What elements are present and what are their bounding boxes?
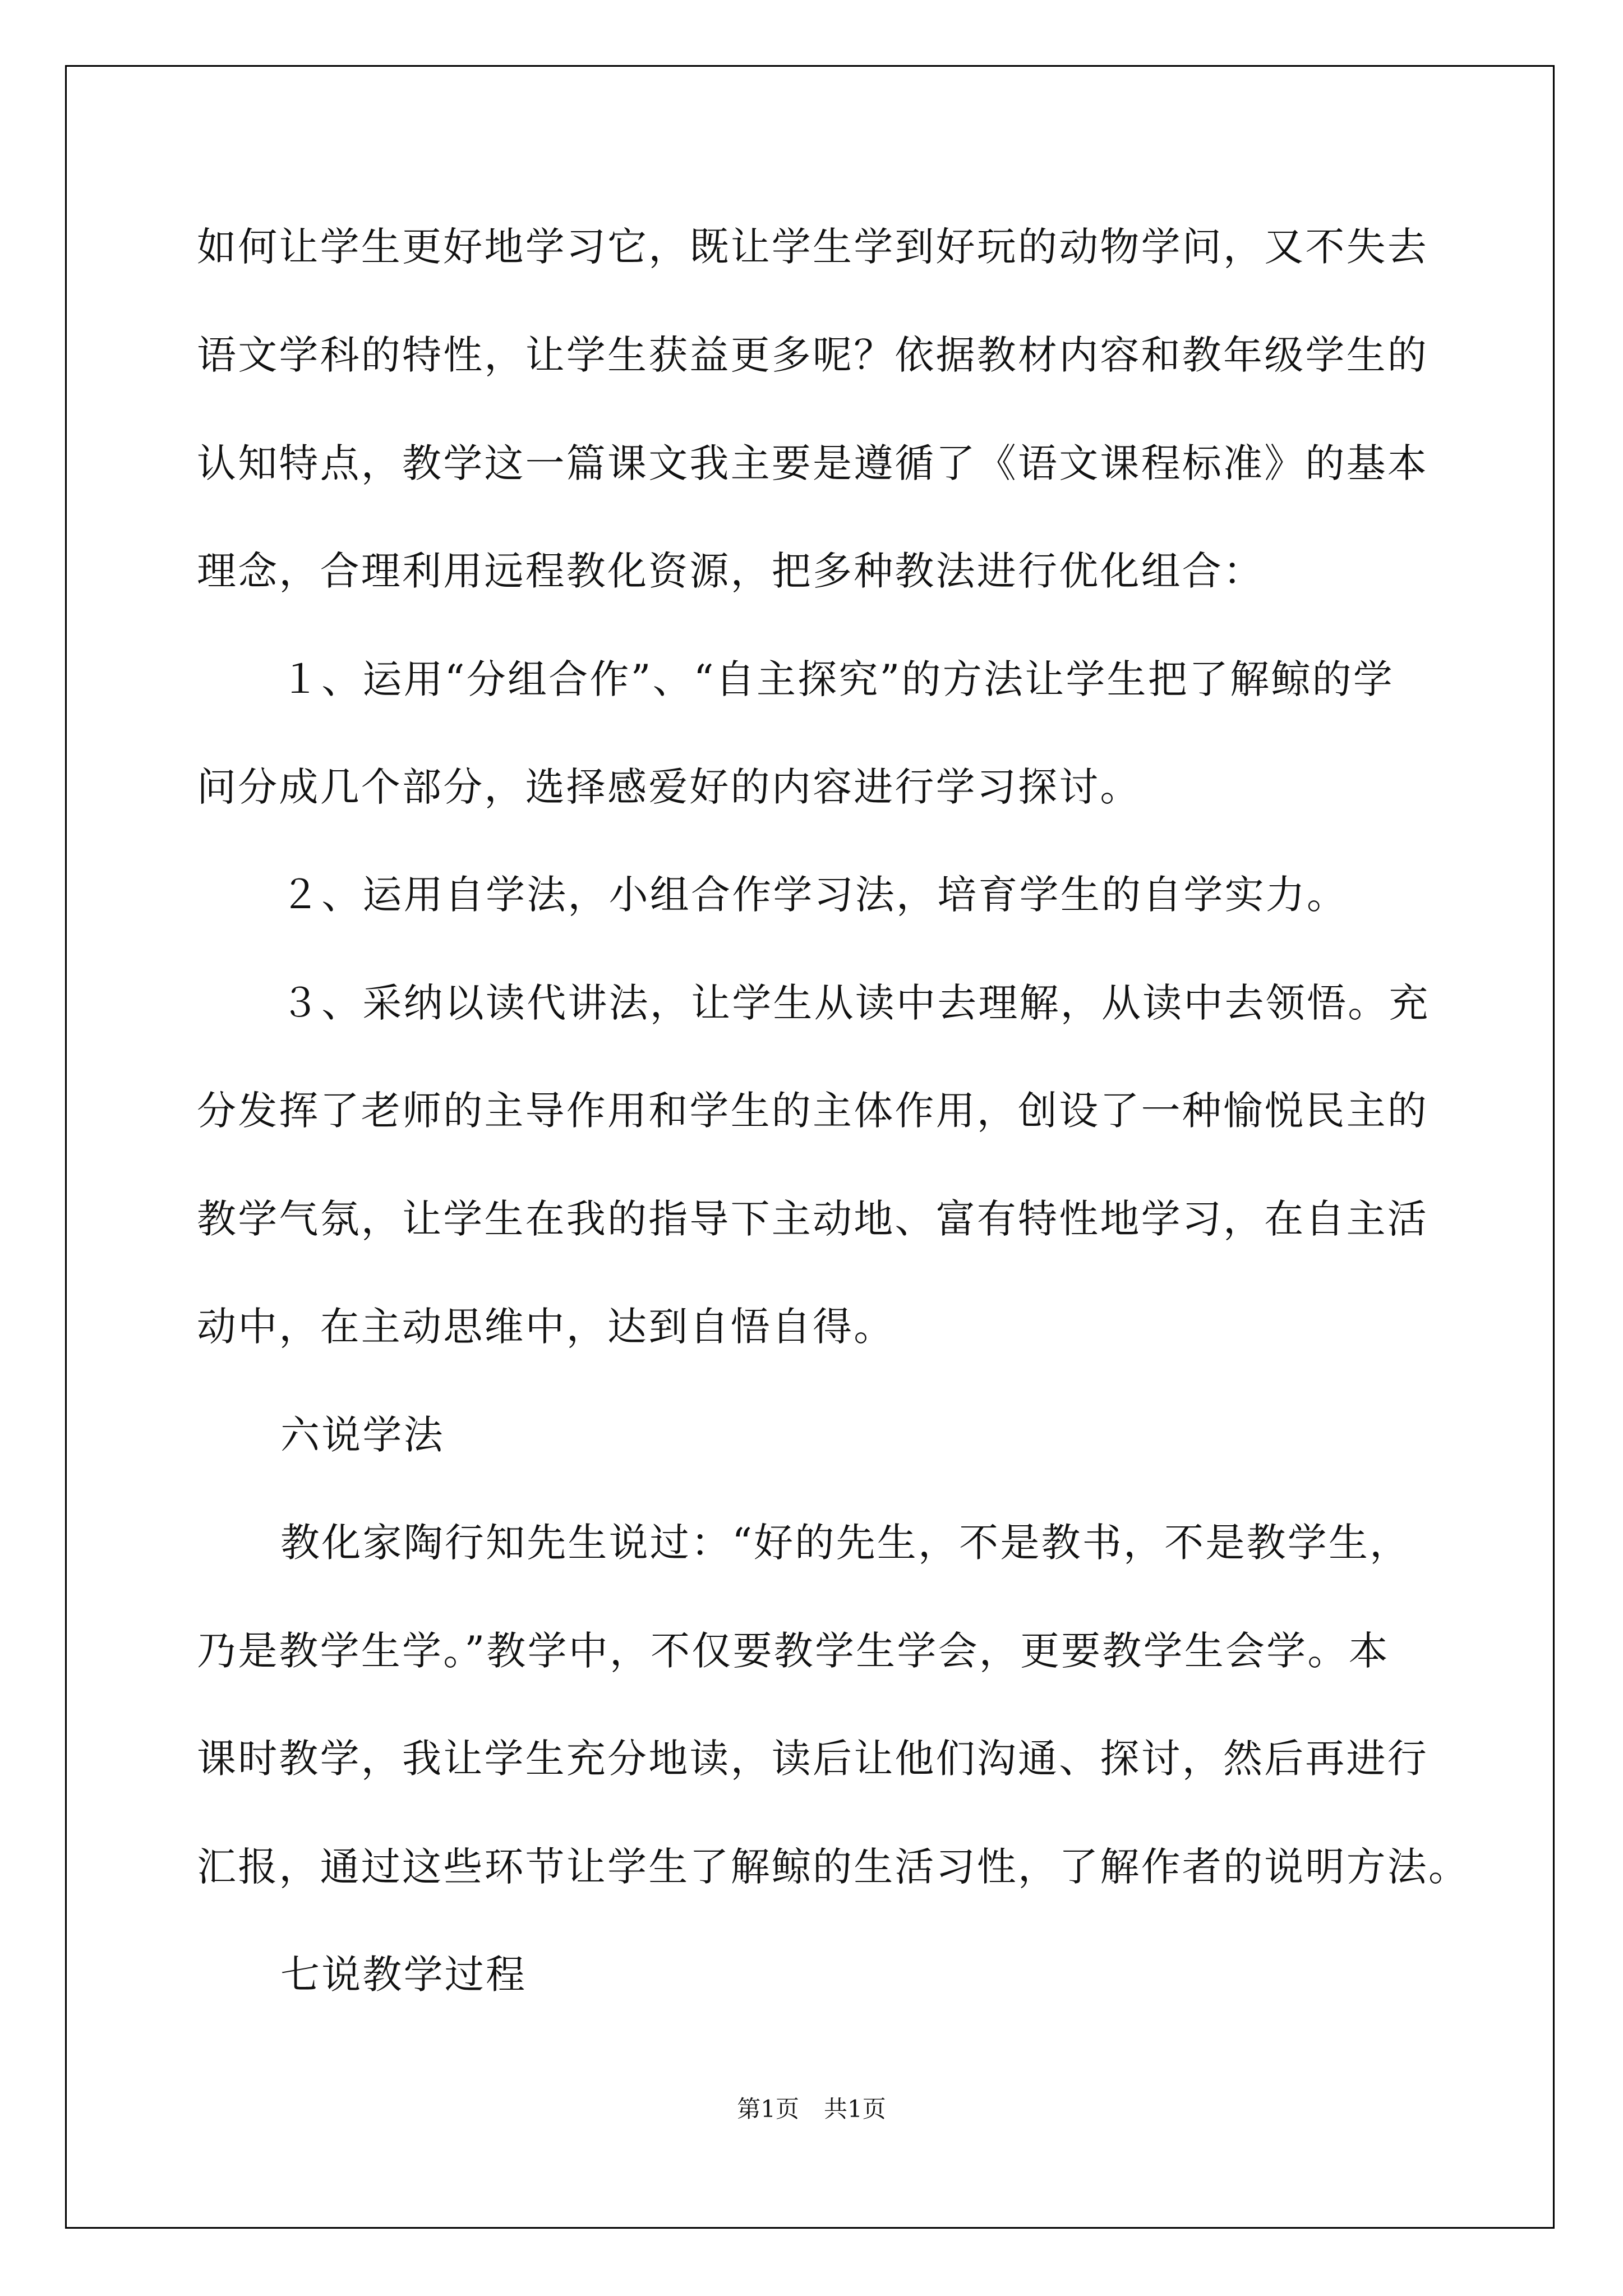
text-line: 乃是教学生学。”教学中，不仅要教学生学会，更要教学生会学。本 (197, 1628, 1390, 1674)
page-footer (0, 2091, 1623, 2124)
text-line: 语文学科的特性，让学生获益更多呢？依据教材内容和教年级学生的 (197, 332, 1428, 378)
text-line: 问分成几个部分，选择感爱好的内容进行学习探讨。 (197, 764, 1141, 810)
text-line: 认知特点，教学这一篇课文我主要是遵循了《语文课程标准》的基本 (197, 440, 1428, 486)
text-line: 教化家陶行知先生说过：“好的先生，不是教书，不是教学生， (280, 1520, 1411, 1566)
text-line: 如何让学生更好地学习它，既让学生学到好玩的动物学问，又不失去 (197, 224, 1428, 270)
section-heading-6: 六说学法 (280, 1412, 445, 1458)
text-line: 教学气氛，让学生在我的指导下主动地、富有特性地学习，在自主活 (197, 1196, 1428, 1242)
text-line: 理念，合理利用远程教化资源，把多种教法进行优化组合： (197, 548, 1265, 594)
list-item-2: ２、运用自学法，小组合作学习法，培育学生的自学实力。 (280, 872, 1348, 918)
page-number: 第1页 (737, 2095, 799, 2123)
text-line: 动中，在主动思维中，达到自悟自得。 (197, 1304, 895, 1350)
text-line: 分发挥了老师的主导作用和学生的主体作用，创设了一种愉悦民主的 (197, 1088, 1428, 1134)
list-item-1: １、运用“分组合作”、“自主探究”的方法让学生把了解鲸的学 (280, 656, 1394, 702)
section-heading-7: 七说教学过程 (280, 1952, 527, 1998)
text-line: 汇报，通过这些环节让学生了解鲸的生活习性，了解作者的说明方法。 (197, 1844, 1470, 1890)
page-total: 共1页 (824, 2095, 886, 2123)
list-item-3: ３、采纳以读代讲法，让学生从读中去理解，从读中去领悟。充 (280, 980, 1430, 1026)
text-line: 课时教学，我让学生充分地读，读后让他们沟通、探讨，然后再进行 (197, 1736, 1428, 1782)
